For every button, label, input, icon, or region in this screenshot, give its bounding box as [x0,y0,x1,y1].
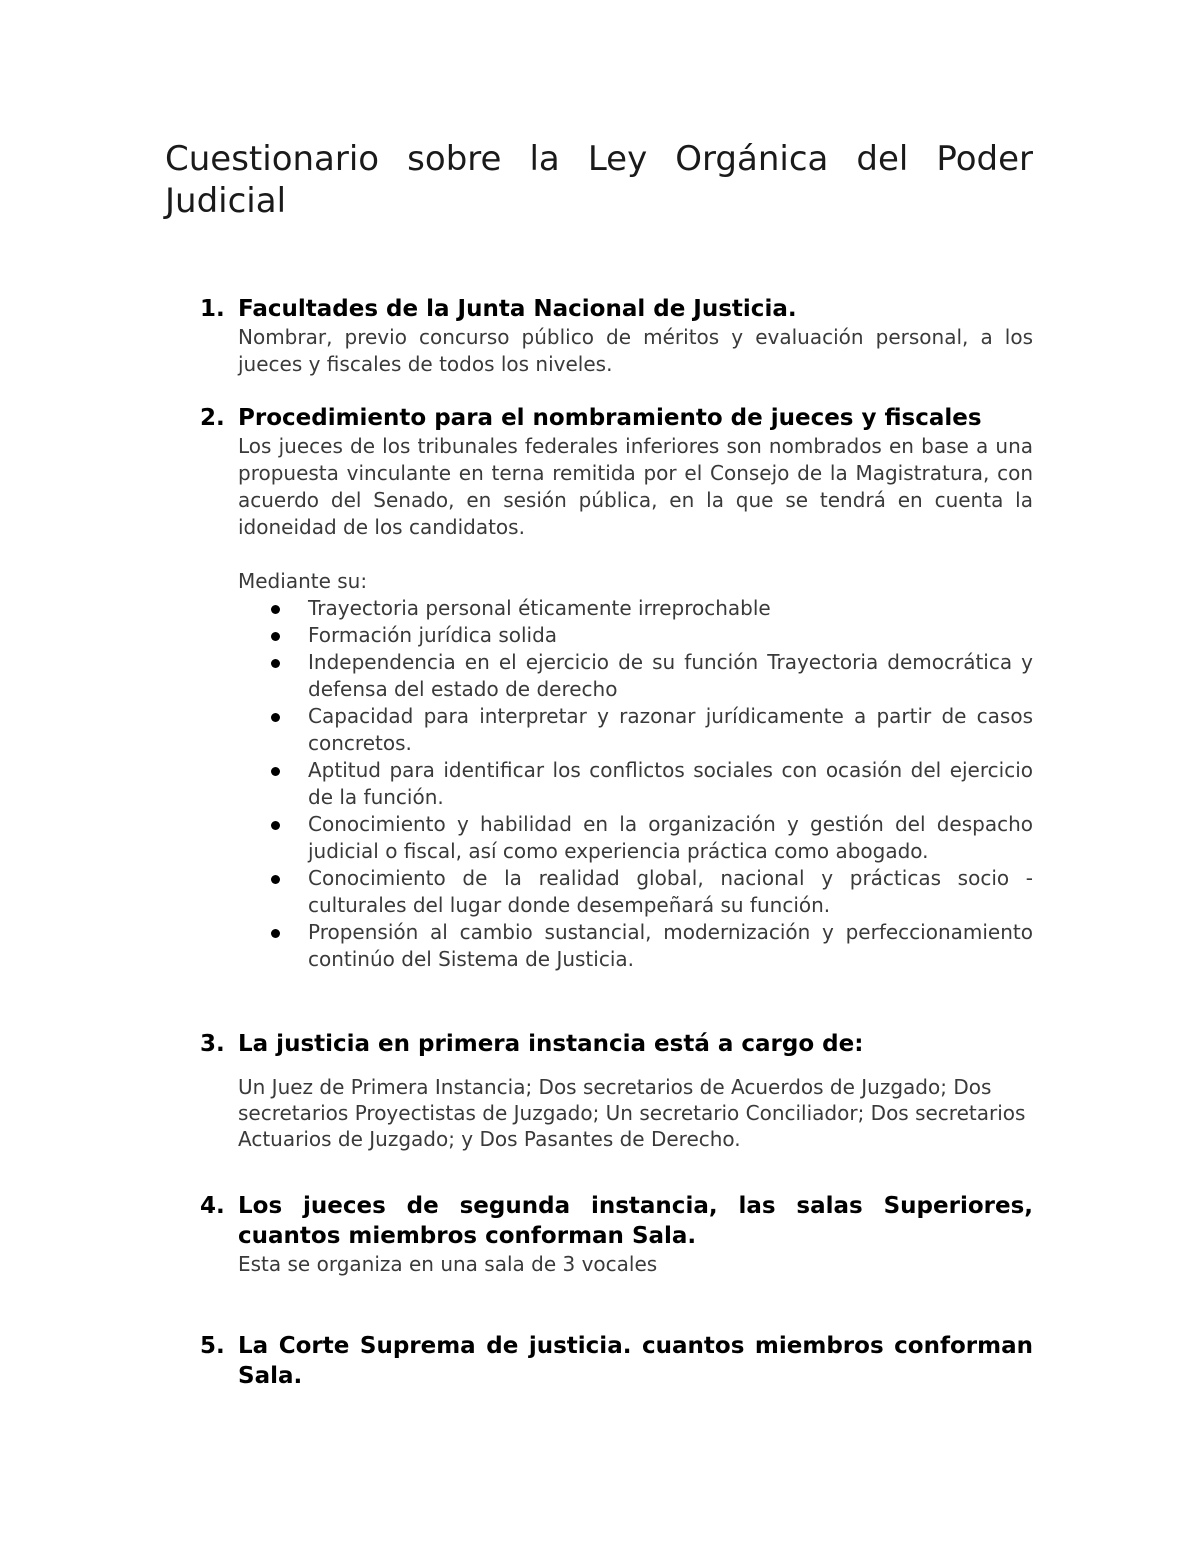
bullet-icon [271,929,280,938]
question-1 [200,294,1033,378]
question-2 [200,403,1033,973]
list-item: Propensión al cambio sustancial, modernización y perfeccionamiento continúo del Sistema de Justicia. [238,919,1033,973]
question-number: 3. [200,1031,225,1057]
bullet-icon [271,767,280,776]
question-answer: Esta se organiza en una sala de 3 vocales [238,1252,658,1276]
list-item: Formación jurídica solida [238,622,1033,649]
bullet-intro: Mediante su: [238,569,368,593]
bullet-icon [271,713,280,722]
question-answer: Un Juez de Primera Instancia; Dos secretarios de Acuerdos de Juzgado; Dos secretarios Proyectistas de Juzgado; Un secretario Conciliador; Dos secretarios Actuarios de Juzgado; y Dos Pasantes de Derecho. [238,1075,1026,1151]
question-number: 5. [200,1333,225,1359]
question-heading: La Corte Suprema de justicia. cuantos miembros conforman Sala. [238,1333,1033,1389]
question-answer: Nombrar, previo concurso público de méritos y evaluación personal, a los jueces y fiscales de todos los niveles. [238,325,1033,376]
question-heading: Procedimiento para el nombramiento de jueces y fiscales [238,405,982,431]
list-item: Aptitud para identificar los conflictos sociales con ocasión del ejercicio de la función. [238,757,1033,811]
document-title: Cuestionario sobre la Ley Orgánica del Poder Judicial [165,139,1033,221]
bullet-icon [271,875,280,884]
question-3 [200,1029,1033,1152]
question-4 [200,1191,1033,1278]
list-item: Conocimiento de la realidad global, nacional y prácticas socio - culturales del lugar donde desempeñará su función. [238,865,1033,919]
bullet-icon [271,605,280,614]
question-answer: Los jueces de los tribunales federales inferiores son nombrados en base a una propuesta vinculante en terna remitida por el Consejo de la Magistratura, con acuerdo del Senado, en sesión pública, en la que se tendrá en cuenta la idoneidad de los candidatos. [238,434,1033,539]
question-heading: La justicia en primera instancia está a cargo de: [238,1031,864,1057]
question-heading: Los jueces de segunda instancia, las salas Superiores, cuantos miembros conforman Sala. [238,1193,1033,1249]
question-5 [200,1331,1033,1391]
bullet-icon [271,632,280,641]
question-number: 1. [200,296,225,322]
list-item: Capacidad para interpretar y razonar jurídicamente a partir de casos concretos. [238,703,1033,757]
list-item: Trayectoria personal éticamente irreprochable [238,595,1033,622]
list-item: Independencia en el ejercicio de su función Trayectoria democrática y defensa del estado de derecho [238,649,1033,703]
list-item: Conocimiento y habilidad en la organización y gestión del despacho judicial o fiscal, así como experiencia práctica como abogado. [238,811,1033,865]
question-number: 4. [200,1193,225,1219]
bullet-icon [271,659,280,668]
question-number: 2. [200,405,225,431]
bullet-icon [271,821,280,830]
question-heading: Facultades de la Junta Nacional de Justicia. [238,296,797,322]
requirements-list [238,595,1033,973]
